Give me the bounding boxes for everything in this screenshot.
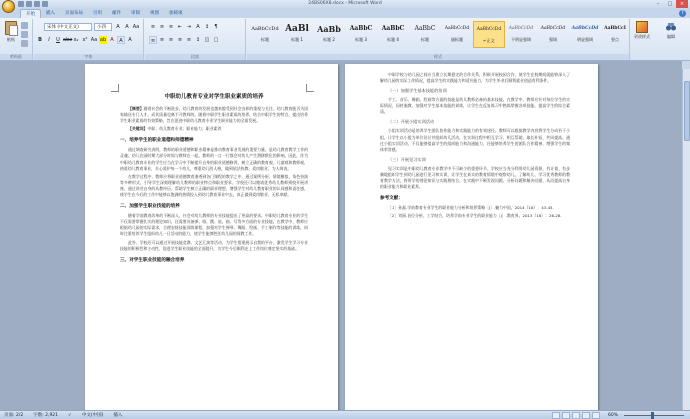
underline-button[interactable]: U [56, 37, 60, 43]
paste-button[interactable] [3, 21, 19, 49]
borders-button[interactable]: □ [213, 37, 219, 43]
style-heading-3[interactable] [345, 21, 377, 48]
section-heading-1: 一、培养学生的职业道德和师德精神 [120, 138, 194, 144]
style-name: 强调 [549, 37, 557, 42]
view-buttons [552, 412, 600, 419]
keywords-text: 中职；幼儿教育专业；职业能力；职业素养 [147, 126, 222, 132]
style-heading-1[interactable] [281, 21, 313, 48]
document-page-2[interactable] [345, 64, 598, 410]
style-normal[interactable] [473, 21, 505, 48]
body-paragraph: 小组实训活动是培养学生团队协作能力和实践能力的有效途径。教师可以根据教学内容将学生分成若干小组，让学生以小组为单位设计并组织幼儿活动，在实训过程中相互学习、相互帮助、取长补短，共同提高。通过小组实训活动，不仅能够提高学生的组织能力和沟通能力，还能够培养学生的团队合作精神，增强学生的集体荣誉感。 [380, 128, 570, 152]
style-sample: AaBbCcDd [251, 26, 279, 32]
decrease-indent-button[interactable]: ⇤ [177, 24, 183, 30]
section-heading-2: 二、加强学生职业技能的培养 [120, 204, 180, 210]
style-name: 副标题 [451, 37, 463, 42]
style-title-2[interactable] [409, 21, 441, 48]
tab-insert[interactable]: 插入 [46, 11, 55, 16]
status-mode[interactable]: 插入 [113, 413, 123, 418]
document-workspace[interactable] [0, 61, 690, 410]
close-button[interactable]: × [676, 0, 688, 8]
style-name: 标题 1 [291, 37, 303, 42]
margin-mark [306, 84, 314, 92]
style-emphasis[interactable] [537, 21, 569, 48]
chinese-layout-button[interactable]: A [196, 24, 200, 30]
style-name: 标题 [421, 37, 429, 42]
bold-button[interactable]: B [38, 37, 42, 43]
styles-group-label: 样式 [247, 54, 629, 60]
tab-references[interactable]: 引用 [93, 11, 102, 16]
keywords-paragraph [120, 126, 308, 132]
page-2-content [380, 72, 570, 221]
style-sample: AaBbCcDd [508, 26, 534, 31]
tab-view[interactable]: 视图 [150, 11, 159, 16]
body-paragraph: 在教学过程中，教师应将职业道德教育渗透到各门课程的教学之中，通过案例分析、情境模拟、角色扮演等多种形式，引导学生深刻理解幼儿教师的职业特点和职业要求。学校还可以邀请优秀幼儿教师到校开展讲座，通过讲述自身的从教经历，帮助学生树立正确的职业理想，增强学生对幼儿教育职业的认同感和责任感，使学生在今后的工作中能够以饱满的热情投入到幼儿教育事业中去，真正做到爱岗敬业、无私奉献。 [120, 173, 308, 198]
style-name: 明显强调 [577, 37, 593, 42]
clipboard-group-label: 剪贴板 [0, 54, 32, 60]
increase-indent-button[interactable]: ⇥ [186, 24, 192, 30]
shrink-font-button[interactable]: A [125, 24, 129, 30]
keywords-label: 【关键词】 [128, 126, 148, 132]
status-bar [0, 410, 690, 419]
body-paragraph: 随着学前教育改革的不断深入，社会对幼儿教师的专业技能提出了更高的要求。中职幼儿教育专业的学生不仅需要掌握扎实的理论知识，还需要具备弹、唱、跳、说、画、写等多方面的专业技能。在教学中，教师应根据幼儿园的实际需求，合理安排技能训练课程，加强对学生弹琴、舞蹈、绘画、手工制作等技能的训练，同时注重培养学生组织幼儿一日活动的能力，使学生能够胜任幼儿园的保教工作。 [120, 213, 308, 237]
align-center-button[interactable]: ≡ [159, 37, 165, 43]
align-right-button[interactable]: ≡ [168, 37, 174, 43]
clipboard-group [0, 19, 33, 60]
scrollbar-thumb[interactable] [684, 81, 690, 141]
paste-label: 粘贴 [7, 37, 15, 42]
margin-mark [111, 84, 119, 92]
style-sample: AaBl [285, 24, 309, 34]
style-heading-4[interactable] [377, 21, 409, 48]
reference-item: ［1］孙磊.学前教育专业学生的职业能力分析和培养策略［J］.魅力中国，2014（18）：43-45. [388, 205, 554, 211]
abstract-label: 【摘要】 [128, 106, 144, 111]
style-name: 要点 [611, 37, 619, 42]
help-icon[interactable]: ? [679, 10, 686, 17]
maximize-button[interactable]: □ [667, 1, 673, 7]
clipboard-icon [5, 21, 17, 35]
font-family-select[interactable]: 宋体 (中文正文) [44, 23, 92, 31]
body-paragraph: 手工、音乐、舞蹈、绘画等方面的技能是幼儿教师必备的基本技能。在教学中，教师应针对每位学生的实际情况，因材施教，加强对学生基本技能的训练，让学生在反复练习中熟练掌握各项技能，提高学生的综合素质。 [380, 97, 570, 115]
ribbon [0, 18, 690, 61]
style-sample: AaBb [317, 24, 341, 34]
body-paragraph: 此外，学校还可以通过开展技能竞赛、文艺汇演等活动，为学生搭建展示自我的平台，激发学生学习专业技能的积极性和主动性，促进学生职业技能的全面提升，为学生今后顺利走上工作岗位奠定坚实的基础。 [120, 239, 308, 251]
style-sample: AaBbCcDd [571, 26, 599, 31]
editing-button[interactable] [655, 21, 687, 40]
subsection-heading: （二）开展小组实训活动 [388, 119, 435, 125]
paragraph-group [145, 19, 246, 60]
section-heading-3: 三、对学生职业技能的融合培养 [120, 257, 185, 263]
styles-group [247, 19, 630, 60]
body-paragraph: 见习实训是中职幼儿教育专业教学中不可缺少的重要环节。学校应当充分利用幼儿园资源，有计划、有步骤地组织学生到幼儿园进行见习和实训，让学生在真实的教育情境中观察幼儿、了解幼儿，学习优秀教师的教育教学方法，将所学的理论知识与实践相结合，在实践中不断发现问题、分析问题和解决问题，从而提高自身的职业能力和职业素养。 [380, 165, 570, 190]
font-size-select[interactable]: 小四 [94, 23, 112, 31]
style-intense-emphasis[interactable] [569, 21, 601, 48]
change-styles-icon [636, 21, 648, 33]
cut-icon[interactable] [21, 22, 28, 29]
style-title[interactable] [249, 21, 281, 48]
style-sample: AaBbCcI [604, 26, 626, 31]
style-strong[interactable] [601, 21, 629, 48]
char-border-button[interactable]: A [128, 37, 132, 43]
style-name: 标题 3 [355, 37, 367, 42]
style-heading-2[interactable] [313, 21, 345, 48]
tab-mailings[interactable]: 邮件 [112, 11, 121, 16]
tab-page-layout[interactable]: 页面布局 [65, 11, 83, 16]
font-color-button[interactable]: A [110, 37, 114, 43]
style-name: 标题 [261, 37, 269, 42]
abstract-text: 随着社会的不断进步，幼儿教育的发展也越来越受到社会各界的重视与关注，幼儿教育能否为国家输送专门人才，而其质量也离不开教师的。随着中职学生职业素质的培养，结合中职学生的特点，提出培养学生职业素质的有效策略，旨在促进中职幼儿教育专业学生职业能力的全面发展。 [120, 106, 308, 124]
tab-review[interactable]: 审阅 [131, 11, 140, 16]
font-row-2 [36, 36, 134, 44]
style-sample: AaBbCcDd [540, 26, 566, 31]
clipboard-mini-icons [21, 22, 28, 47]
char-shading-button[interactable]: A [117, 36, 125, 44]
superscript-button[interactable]: x² [82, 37, 88, 43]
grow-font-button[interactable]: A [116, 24, 120, 30]
style-name: 不明显强调 [511, 37, 531, 42]
font-group-label: 字体 [34, 54, 143, 60]
style-subtitle[interactable] [441, 21, 473, 48]
style-name: ↵正文 [483, 38, 495, 43]
style-sample: AaBbCcDd [444, 26, 470, 31]
status-words[interactable]: 字数: 2,921 [33, 413, 59, 418]
change-case-button[interactable]: Aa [132, 24, 140, 30]
abstract-paragraph [120, 106, 308, 124]
body-paragraph: 通过调查研究表明，教师的职业道德和职业精神是推动教育事业发展的重要力量，是幼儿教育教学工作的灵魂。幼儿在园时期大部分时间与教师在一起，教师的一言一行都会对幼儿产生潜移默化的影响。因此，作为中职幼儿教育专业的学生应当在学习中不断提升自身的职业道德修养，树立正确的教育观、儿童观和教师观，热爱幼儿教育事业，关心爱护每一个幼儿，尊重幼儿的人格，做到依法执教、爱岗敬业、为人师表。 [120, 147, 308, 171]
justify-button[interactable]: ≡ [177, 37, 183, 43]
office-button[interactable] [2, 0, 15, 13]
paragraph-row-1 [149, 23, 220, 31]
document-page-1[interactable] [85, 64, 338, 410]
web-layout-view-icon[interactable] [572, 412, 580, 419]
style-sample: AaBbCcDd [476, 27, 502, 32]
style-sample: AaBbC [381, 25, 405, 32]
change-styles-label: 更改样式 [634, 34, 650, 39]
bullets-button[interactable]: ≡ [150, 24, 156, 30]
copy-icon[interactable] [21, 31, 28, 38]
binoculars-icon [665, 21, 677, 33]
draft-view-icon[interactable] [592, 412, 600, 419]
font-group [34, 19, 144, 60]
vertical-scrollbar[interactable] [682, 61, 690, 410]
paragraph-group-label: 段落 [145, 54, 245, 60]
align-left-button[interactable]: ≡ [150, 38, 156, 44]
strikethrough-button[interactable]: abe [63, 37, 73, 43]
highlight-button[interactable]: ab [99, 37, 107, 43]
outline-view-icon[interactable] [582, 412, 590, 419]
numbering-button[interactable]: ≡ [159, 24, 165, 30]
text-effects-button[interactable]: Aa [90, 37, 98, 43]
document-title: 中职幼儿教育专业对学生职业素质的培养 [164, 94, 264, 100]
line-spacing-button[interactable]: ↕ [195, 37, 201, 43]
style-name: 标题 4 [387, 37, 399, 42]
tab-add-ins[interactable]: 加载项 [169, 11, 183, 16]
print-layout-view-icon[interactable] [552, 412, 560, 419]
show-marks-button[interactable]: ¶ [214, 24, 218, 30]
editing-label: 编辑 [667, 34, 675, 39]
body-paragraph: 中职学校与幼儿园之间应当建立长期稳定的合作关系，积极开展校园合作，使学生在校期间就能够深入了解幼儿园的实际工作情况，提高学生的实践能力和适应能力，为学生毕业后顺利就业创造有利条件。 [380, 72, 570, 84]
status-page[interactable]: 页面: 2/2 [4, 413, 24, 418]
spellcheck-icon[interactable]: ✓ [68, 412, 72, 418]
page-1-content [120, 92, 308, 267]
ribbon-tabs [0, 9, 690, 18]
distributed-button[interactable]: ≡ [186, 37, 192, 43]
status-language[interactable]: 中文(中国) [81, 413, 104, 418]
window-title: 24BS06X8.docx - Microsoft Word [308, 1, 382, 6]
style-subtle-emphasis[interactable] [505, 21, 537, 48]
style-sample: AaBbC [349, 25, 373, 32]
style-name: 标题 2 [323, 37, 335, 42]
shading-button[interactable]: ◫ [204, 37, 210, 43]
minimize-button[interactable]: – [656, 1, 660, 7]
font-row-1 [114, 23, 140, 31]
view-ruler-toggle[interactable] [682, 61, 690, 69]
title-bar [0, 0, 690, 9]
style-sample: AaBbC [414, 25, 436, 32]
italic-button[interactable]: I [48, 37, 50, 43]
full-screen-reading-view-icon[interactable] [562, 412, 570, 419]
change-styles-button[interactable] [632, 21, 652, 40]
tab-home[interactable]: 开始 [20, 9, 41, 18]
zoom-slider[interactable] [624, 415, 684, 416]
paragraph-row-2 [149, 36, 220, 44]
subscript-button[interactable]: x₂ [73, 37, 79, 43]
zoom-level[interactable]: 60% [607, 413, 618, 418]
sort-button[interactable]: ↕ [204, 24, 210, 30]
reference-item: ［2］刘丽.首位分析，工学结合，培养学前专业学生的职业能力［J］.教育界，2013（18）：26-28. [388, 213, 562, 219]
format-painter-icon[interactable] [21, 40, 28, 47]
window-controls [652, 0, 688, 8]
subsection-heading: （一）加强学生基本技能的培训 [388, 88, 447, 94]
subsection-heading: （三）开展见习实训 [388, 156, 426, 162]
zoom-slider-thumb[interactable] [651, 412, 654, 419]
references-heading: 参考文献： [380, 196, 403, 202]
multilevel-list-button[interactable]: ≡ [168, 24, 174, 30]
